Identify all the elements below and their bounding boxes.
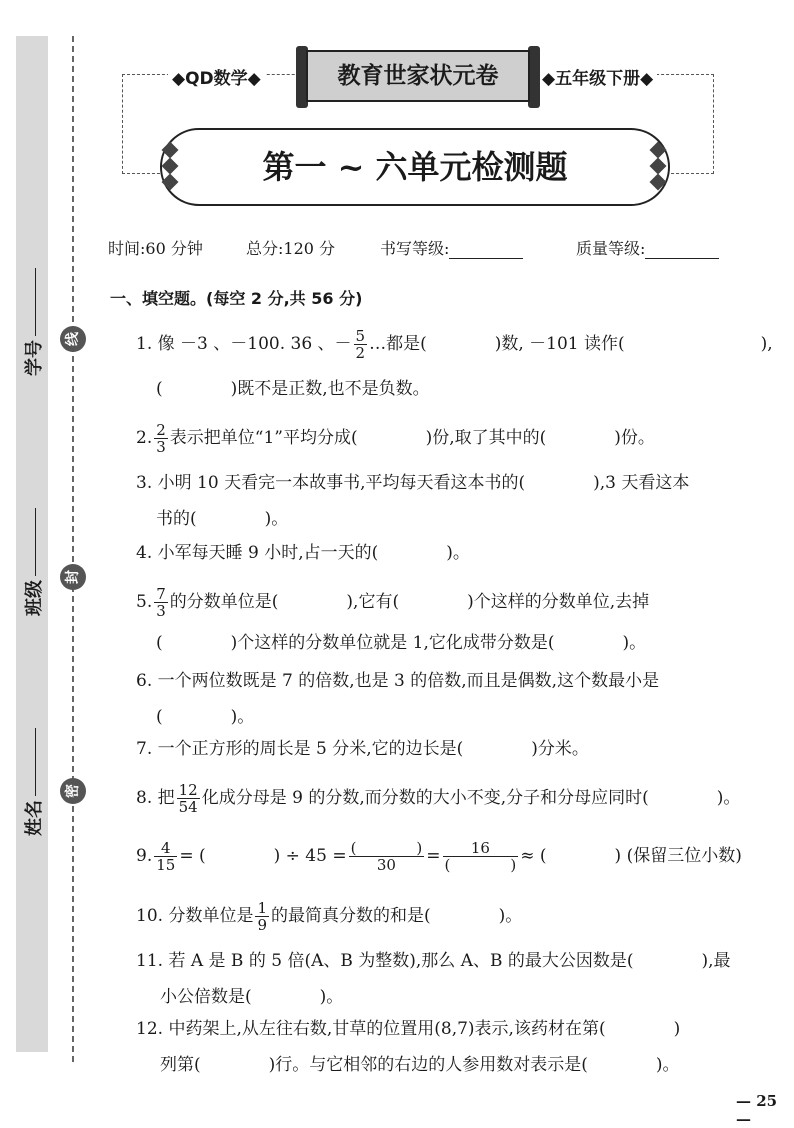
- series-title: 教育世家状元卷: [306, 50, 530, 102]
- score-info: 总分:120 分: [246, 239, 336, 258]
- question-4: 4. 小军每天睡 9 小时,占一天的( )。: [136, 543, 470, 563]
- seal-mark-seal: 封: [60, 564, 86, 590]
- subject-tag: ◆QD数学◆: [168, 64, 265, 86]
- question-6: 6. 一个两位数既是 7 的倍数,也是 3 的倍数,而且是偶数,这个数最小是: [136, 671, 660, 691]
- page-number: — 25 —: [736, 1092, 778, 1128]
- time-info: 时间:60 分钟: [108, 239, 203, 258]
- question-1-line2: ( )既不是正数,也不是负数。: [156, 379, 430, 399]
- grade-tag: ◆五年级下册◆: [538, 64, 657, 86]
- question-5: 5. $\frac{7}{3}$ 的分数单位是( ),它有( )个这样的分数单位,去掉: [136, 585, 650, 620]
- question-6-line2: ( )。: [156, 707, 255, 727]
- question-7: 7. 一个正方形的周长是 5 分米,它的边长是( )分米。: [136, 739, 589, 759]
- question-2: 2. $\frac{2}{3}$ 表示把单位“1”平均分成( )份,取了其中的( )份。: [136, 421, 655, 456]
- question-12: 12. 中药架上,从左往右数,甘草的位置用(8,7)表示,该药材在第( ): [136, 1019, 681, 1039]
- question-5-line2: ( )个这样的分数单位就是 1,它化成带分数是( )。: [156, 633, 647, 653]
- cut-line: [72, 36, 74, 1062]
- writing-grade: 书写等级:: [380, 236, 523, 259]
- seal-mark-line: 线: [60, 326, 86, 352]
- question-11: 11. 若 A 是 B 的 5 倍(A、B 为整数),那么 A、B 的最大公因数是( ),最: [136, 951, 731, 971]
- name-label: 姓名: [20, 790, 46, 836]
- question-1: 1. 像 －3 、－100. 36 、－ $\frac{5}{2}$ …都是( )数, －101 读作( ),: [136, 327, 773, 362]
- question-8: 8. 把 $\frac{12}{54}$ 化成分母是 9 的分数,而分数的大小不变,分子和分母应同时( )。: [136, 781, 741, 816]
- student-id-label: 学号: [20, 330, 46, 376]
- question-9: 9. $\frac{4}{15}$ = ( ) ÷ 45 = $\frac{( )}{30}$ = $\frac{16}{( )}$ ≈ ( ) (保留三位小数): [136, 839, 742, 874]
- exam-title: 第一 ~ 六单元检测题: [160, 128, 670, 206]
- binding-strip: [16, 36, 48, 1052]
- question-3-line2: 书的( )。: [156, 509, 289, 529]
- quality-grade: 质量等级:: [576, 236, 719, 259]
- question-11-line2: 小公倍数是( )。: [160, 987, 344, 1007]
- section-title: 一、填空题。(每空 2 分,共 56 分): [110, 289, 363, 308]
- seal-mark-secret: 密: [60, 778, 86, 804]
- class-label: 班级: [20, 570, 46, 616]
- question-3: 3. 小明 10 天看完一本故事书,平均每天看这本书的( ),3 天看这本: [136, 473, 690, 493]
- question-10: 10. 分数单位是 $\frac{1}{9}$ 的最简真分数的和是( )。: [136, 899, 523, 934]
- question-12-line2: 列第( )行。与它相邻的右边的人参用数对表示是( )。: [160, 1055, 680, 1075]
